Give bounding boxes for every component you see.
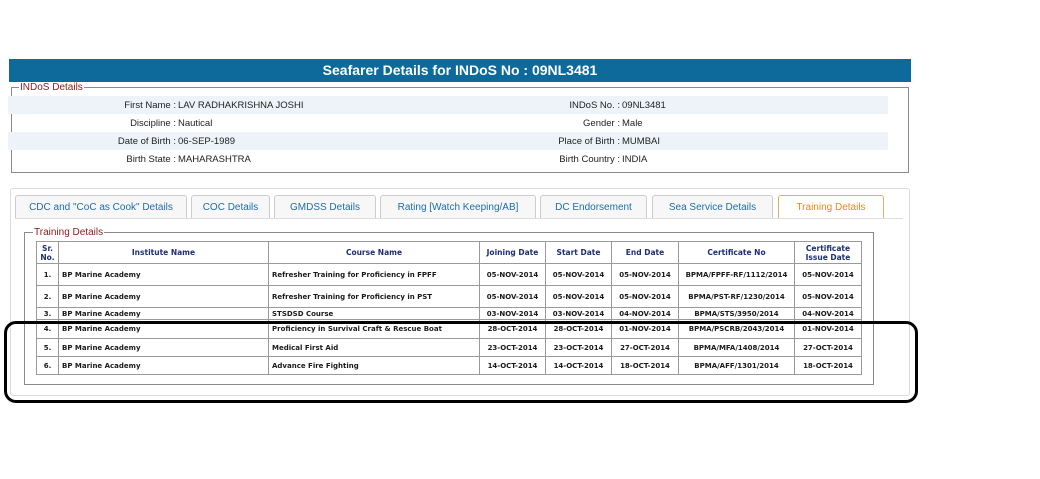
cell-issue-date: 05-NOV-2014	[795, 264, 862, 286]
tab-training-details[interactable]: Training Details	[778, 195, 884, 219]
table-header-row	[37, 242, 862, 264]
cell-institute: BP Marine Academy	[59, 357, 269, 375]
value-place-of-birth: MUMBAI	[622, 136, 660, 147]
cell-sr-no: 2.	[37, 286, 59, 308]
cell-end-date: 27-OCT-2014	[612, 339, 679, 357]
table-row	[37, 308, 862, 320]
cell-certificate-no: BPMA/PST-RF/1230/2014	[679, 286, 795, 308]
cell-start-date: 05-NOV-2014	[546, 286, 612, 308]
indos-details-legend: INDoS Details	[20, 82, 83, 93]
training-details-legend: Training Details	[34, 227, 104, 238]
cell-institute: BP Marine Academy	[59, 339, 269, 357]
header-course-name: Course Name	[269, 242, 480, 264]
tab-coc-details[interactable]: COC Details	[191, 195, 270, 219]
cell-certificate-no: BPMA/AFF/1301/2014	[679, 357, 795, 375]
cell-institute: BP Marine Academy	[59, 320, 269, 339]
cell-end-date: 01-NOV-2014	[612, 320, 679, 339]
cell-certificate-no: BPMA/FPFF-RF/1112/2014	[679, 264, 795, 286]
page-title: Seafarer Details for INDoS No : 09NL3481	[9, 59, 911, 82]
label-birth-state: Birth State :	[126, 154, 176, 165]
table-row	[37, 264, 862, 286]
value-birth-state: MAHARASHTRA	[178, 154, 251, 165]
label-discipline: Discipline :	[130, 118, 176, 129]
header-start-date: Start Date	[546, 242, 612, 264]
cell-start-date: 05-NOV-2014	[546, 264, 612, 286]
info-row-first-name	[8, 96, 888, 114]
cell-joining-date: 05-NOV-2014	[480, 286, 546, 308]
cell-sr-no: 5.	[37, 339, 59, 357]
cell-start-date: 28-OCT-2014	[546, 320, 612, 339]
cell-joining-date: 28-OCT-2014	[480, 320, 546, 339]
tab-rating-watch-keeping[interactable]: Rating [Watch Keeping/AB]	[380, 195, 536, 219]
tab-cdc-details[interactable]: CDC and "CoC as Cook" Details	[15, 195, 187, 219]
header-certificate-no: Certificate No	[679, 242, 795, 264]
cell-institute: BP Marine Academy	[59, 264, 269, 286]
value-first-name: LAV RADHAKRISHNA JOSHI	[178, 100, 304, 111]
cell-course: Refresher Training for Proficiency in PST	[269, 286, 480, 308]
cell-sr-no: 1.	[37, 264, 59, 286]
header-institute-name: Institute Name	[59, 242, 269, 264]
cell-certificate-no: BPMA/STS/3950/2014	[679, 308, 795, 320]
cell-start-date: 23-OCT-2014	[546, 339, 612, 357]
info-row-discipline	[8, 114, 888, 132]
cell-institute: BP Marine Academy	[59, 286, 269, 308]
cell-end-date: 05-NOV-2014	[612, 286, 679, 308]
cell-sr-no: 6.	[37, 357, 59, 375]
label-first-name: First Name :	[124, 100, 176, 111]
header-certificate-issue-date: Certificate Issue Date	[795, 242, 862, 264]
info-row-dob	[8, 132, 888, 150]
cell-certificate-no: BPMA/MFA/1408/2014	[679, 339, 795, 357]
cell-start-date: 03-NOV-2014	[546, 308, 612, 320]
cell-joining-date: 03-NOV-2014	[480, 308, 546, 320]
cell-issue-date: 18-OCT-2014	[795, 357, 862, 375]
cell-joining-date: 14-OCT-2014	[480, 357, 546, 375]
table-row	[37, 286, 862, 308]
header-end-date: End Date	[612, 242, 679, 264]
cell-certificate-no: BPMA/PSCRB/2043/2014	[679, 320, 795, 339]
cell-issue-date: 05-NOV-2014	[795, 286, 862, 308]
label-indos-no: INDoS No. :	[569, 100, 620, 111]
value-dob: 06-SEP-1989	[178, 136, 236, 147]
cell-start-date: 14-OCT-2014	[546, 357, 612, 375]
label-dob: Date of Birth :	[117, 136, 176, 147]
info-row-birth-state	[8, 150, 888, 168]
cell-course: Medical First Aid	[269, 339, 480, 357]
value-indos-no: 09NL3481	[622, 100, 666, 111]
label-birth-country: Birth Country :	[559, 154, 620, 165]
tab-gmdss-details[interactable]: GMDSS Details	[274, 195, 376, 219]
cell-end-date: 04-NOV-2014	[612, 308, 679, 320]
cell-course: STSDSD Course	[269, 308, 480, 320]
highlight-annotation-box	[4, 321, 918, 403]
value-discipline: Nautical	[178, 118, 213, 129]
cell-course: Refresher Training for Proficiency in FPFF	[269, 264, 480, 286]
label-place-of-birth: Place of Birth :	[558, 136, 620, 147]
tab-dc-endorsement[interactable]: DC Endorsement	[540, 195, 647, 219]
value-birth-country: INDIA	[622, 154, 648, 165]
label-gender: Gender :	[583, 118, 620, 129]
header-sr-no: Sr. No.	[37, 242, 59, 264]
cell-sr-no: 4.	[37, 320, 59, 339]
cell-end-date: 18-OCT-2014	[612, 357, 679, 375]
cell-issue-date: 04-NOV-2014	[795, 308, 862, 320]
cell-sr-no: 3.	[37, 308, 59, 320]
tab-sea-service-details[interactable]: Sea Service Details	[652, 195, 773, 219]
cell-course: Advance Fire Fighting	[269, 357, 480, 375]
cell-course: Proficiency in Survival Craft & Rescue Boat	[269, 320, 480, 339]
cell-issue-date: 27-OCT-2014	[795, 339, 862, 357]
header-joining-date: Joining Date	[480, 242, 546, 264]
cell-institute: BP Marine Academy	[59, 308, 269, 320]
cell-issue-date: 01-NOV-2014	[795, 320, 862, 339]
cell-end-date: 05-NOV-2014	[612, 264, 679, 286]
tab-divider	[15, 218, 903, 219]
cell-joining-date: 23-OCT-2014	[480, 339, 546, 357]
cell-joining-date: 05-NOV-2014	[480, 264, 546, 286]
value-gender: Male	[622, 118, 643, 129]
